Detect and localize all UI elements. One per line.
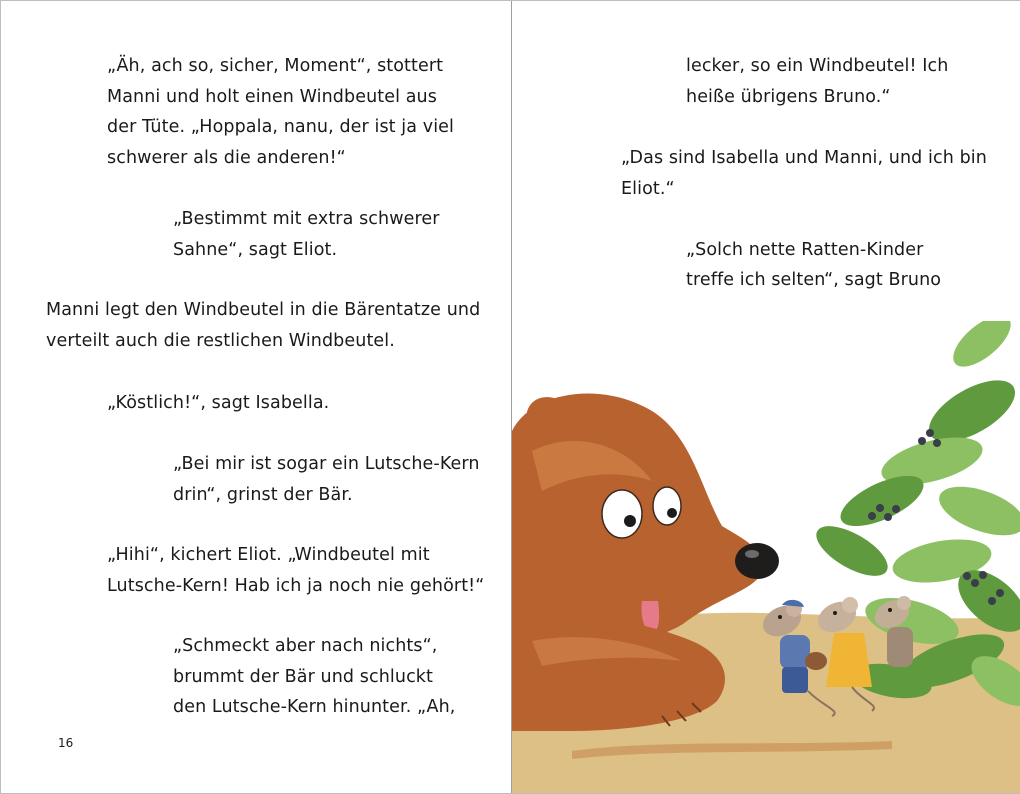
bush-leaf <box>809 516 895 585</box>
bush-leaf <box>933 477 1020 545</box>
berry <box>933 439 941 447</box>
berry <box>979 571 987 579</box>
berry <box>918 437 926 445</box>
berry <box>884 513 892 521</box>
page-number: 16 <box>58 736 74 750</box>
rat-dress <box>826 633 872 687</box>
bear-pupil <box>667 508 677 518</box>
text-line: lecker, so ein Windbeutel! Ich <box>686 56 949 76</box>
berry <box>971 579 979 587</box>
rat-eye <box>833 611 837 615</box>
rat-pants <box>782 667 808 693</box>
rat-eye <box>778 615 782 619</box>
story-illustration <box>512 321 1020 793</box>
rat-basket <box>805 652 827 670</box>
berry <box>988 597 996 605</box>
text-line: Lutsche-Kern! Hab ich ja noch nie gehört!“ <box>107 576 485 596</box>
rat-ear <box>897 596 911 610</box>
text-line: treffe ich selten“, sagt Bruno <box>686 270 942 290</box>
berry <box>996 589 1004 597</box>
text-line: „Das sind Isabella und Manni, und ich bin <box>621 148 987 168</box>
text-line: „Bei mir ist sogar ein Lutsche-Kern <box>173 454 480 474</box>
text-line: Manni und holt einen Windbeutel aus <box>107 87 437 107</box>
text-line: schwerer als die anderen!“ <box>107 148 346 168</box>
text-line: „Solch nette Ratten-Kinder <box>686 240 924 260</box>
text-line: „Köstlich!“, sagt Isabella. <box>107 393 330 413</box>
left-page <box>1 1 511 793</box>
bear-pupil <box>624 515 636 527</box>
berry <box>926 429 934 437</box>
rat-eye <box>888 608 892 612</box>
rat-ear <box>842 597 858 613</box>
text-line: „Äh, ach so, sicher, Moment“, stottert <box>107 56 444 76</box>
berry <box>963 572 971 580</box>
text-line: brummt der Bär und schluckt <box>173 667 433 687</box>
berry <box>876 504 884 512</box>
bear-eye <box>602 490 642 538</box>
text-line: Manni legt den Windbeutel in die Bärentatze und <box>46 300 481 320</box>
bear-nose-highlight <box>745 550 759 558</box>
berry <box>892 505 900 513</box>
text-line: Sahne“, sagt Eliot. <box>173 240 338 260</box>
text-line: „Schmeckt aber nach nichts“, <box>173 636 438 656</box>
bear-nose <box>735 543 779 579</box>
text-line: der Tüte. „Hoppala, nanu, der ist ja viel <box>107 117 454 137</box>
text-line: „Bestimmt mit extra schwerer <box>173 209 440 229</box>
text-line: verteilt auch die restlichen Windbeutel. <box>46 331 395 351</box>
text-line: Eliot.“ <box>621 179 675 199</box>
text-line: „Hihi“, kichert Eliot. „Windbeutel mit <box>107 545 430 565</box>
berry <box>868 512 876 520</box>
text-line: den Lutsche-Kern hinunter. „Ah, <box>173 697 456 717</box>
text-line: heiße übrigens Bruno.“ <box>686 87 891 107</box>
right-page <box>512 1 1020 793</box>
bush-leaf <box>945 321 1019 376</box>
text-line: drin“, grinst der Bär. <box>173 485 353 505</box>
rat-body <box>887 627 913 667</box>
bear-eye <box>653 487 681 525</box>
rat-shirt <box>780 635 810 669</box>
